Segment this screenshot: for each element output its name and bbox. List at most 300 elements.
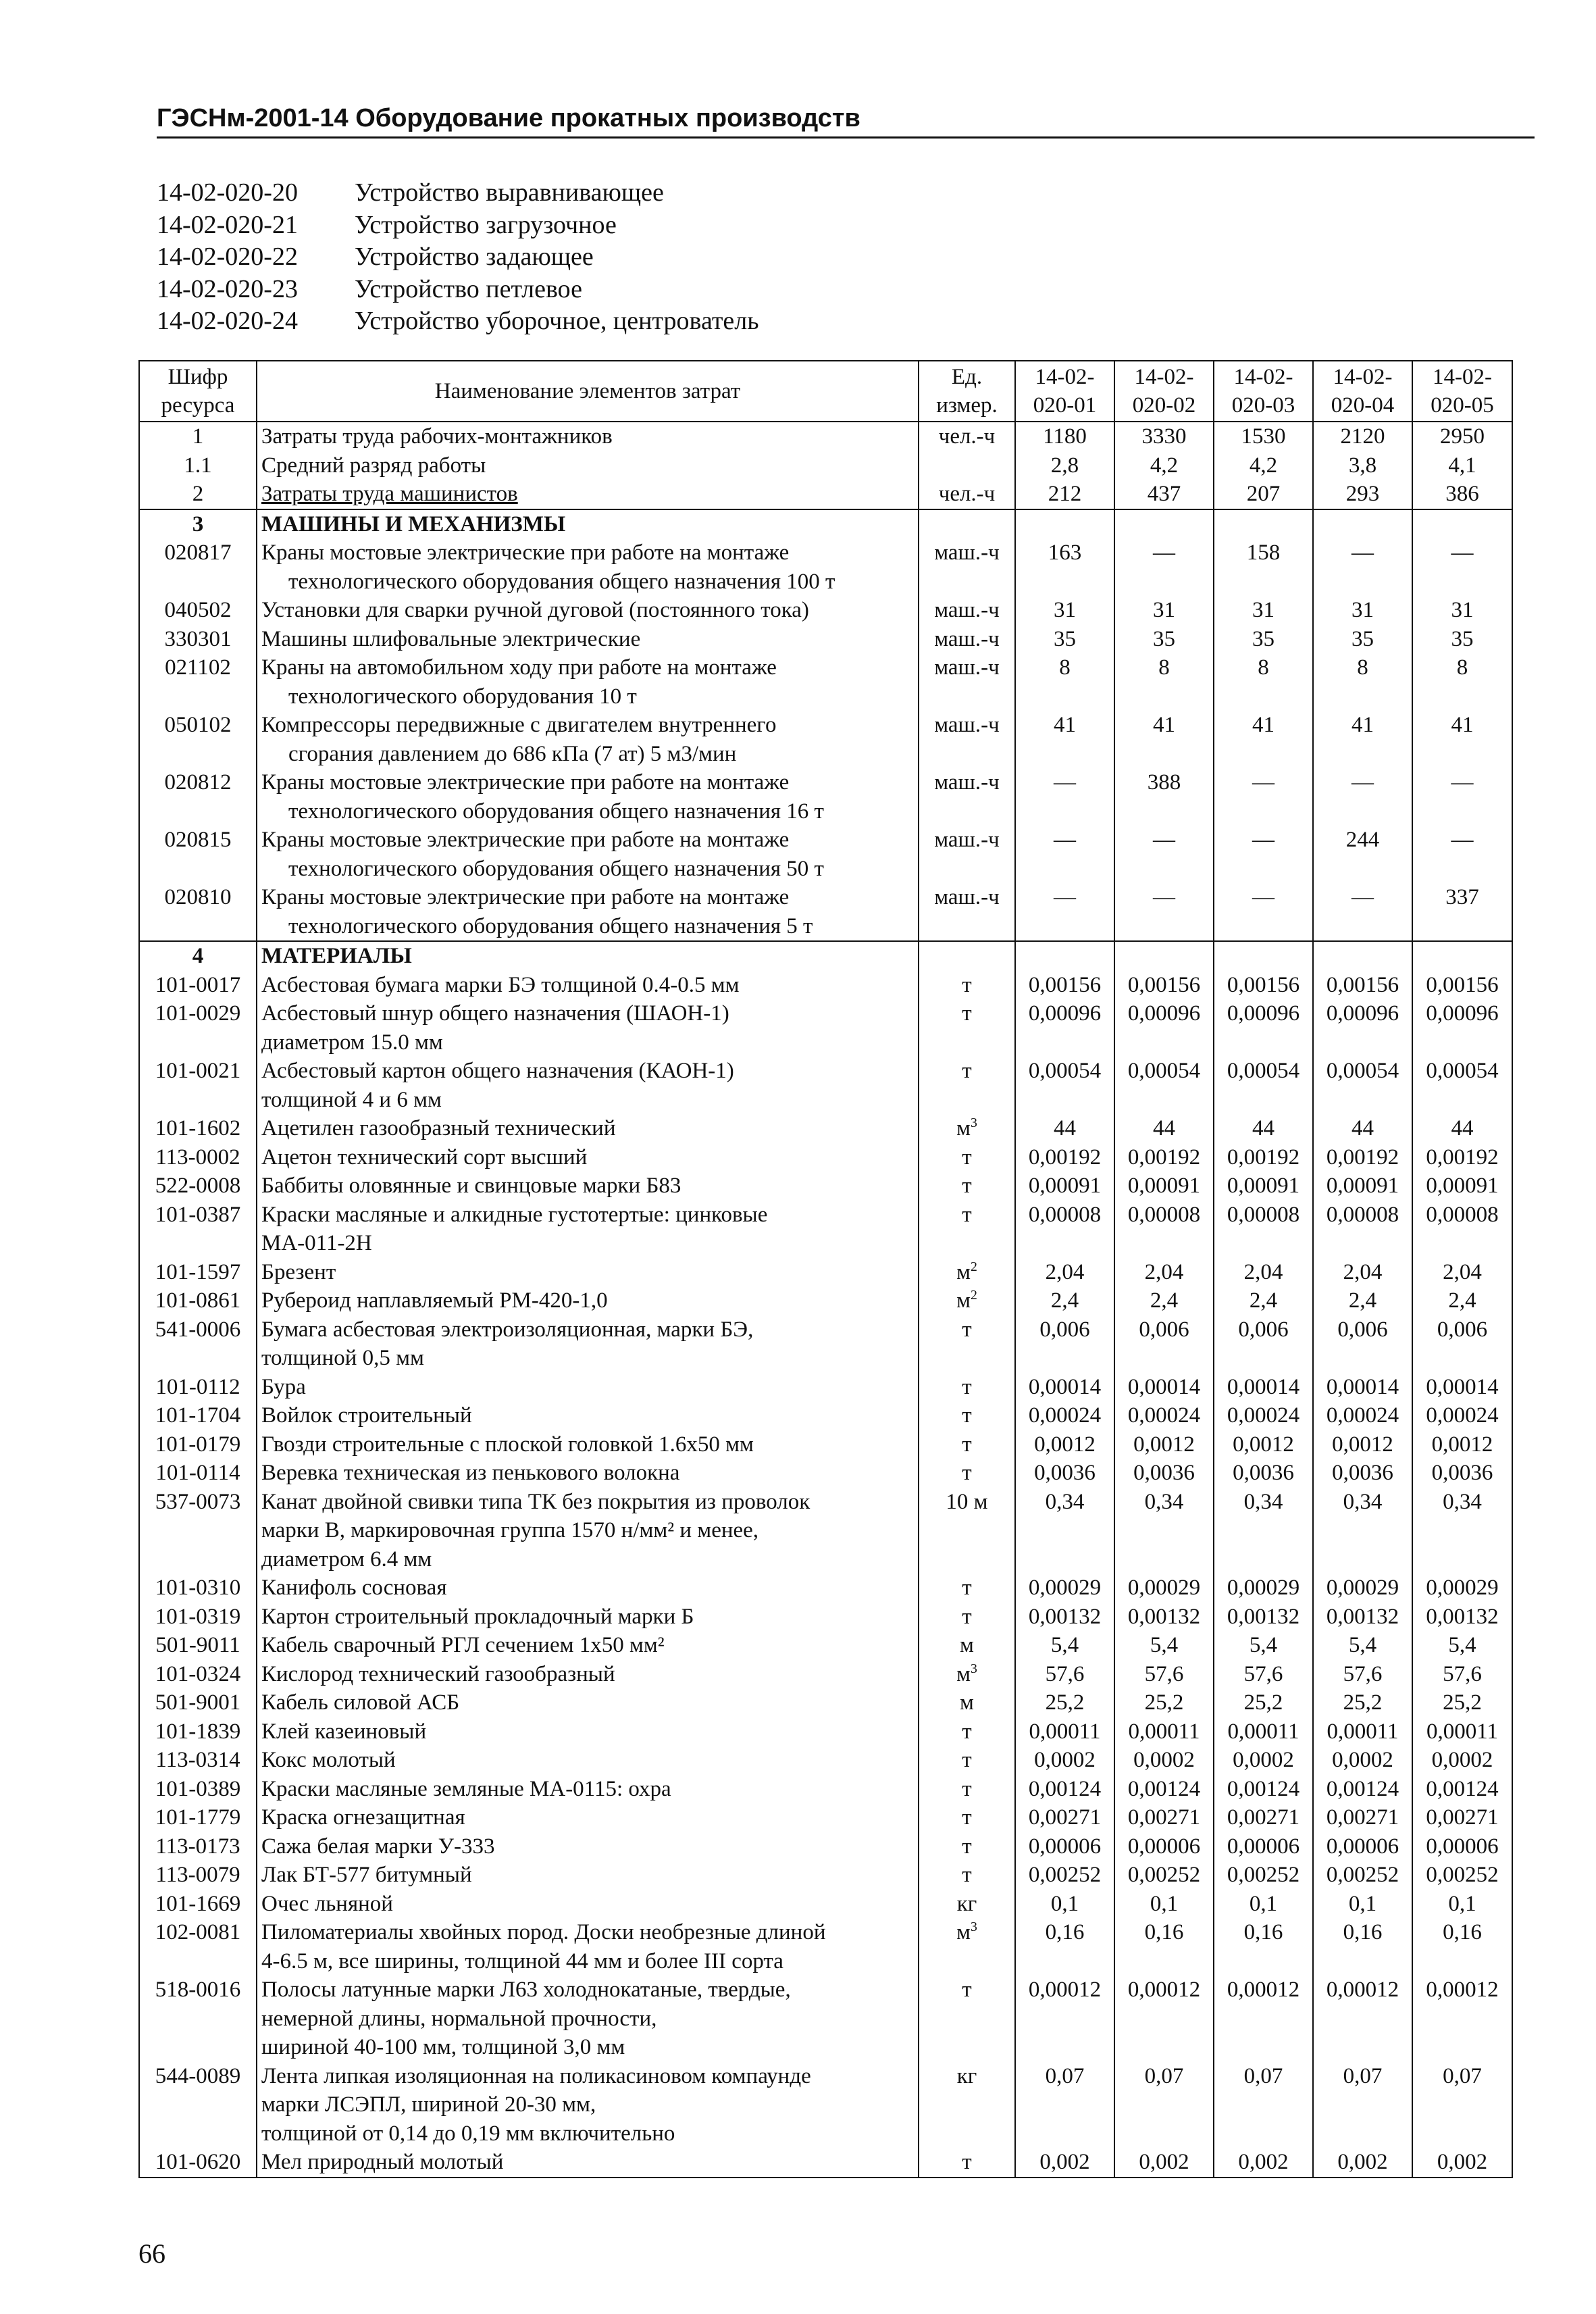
- cell-value: 0,00156: [1412, 971, 1512, 1000]
- cell-name: [257, 1775, 919, 1804]
- cell-value: 388: [1114, 768, 1214, 826]
- resource-name: Пиломатериалы хвойных пород. Доски необрезные длиной: [261, 1920, 826, 1944]
- table-row: [139, 711, 1512, 768]
- cell-value: 0,00096: [1412, 999, 1512, 1057]
- cell-value: [1313, 941, 1412, 971]
- cell-name: [257, 1574, 919, 1603]
- cell-value: 0,002: [1412, 2148, 1512, 2178]
- unit-text: т: [962, 1202, 972, 1227]
- cell-value: 0,34: [1015, 1488, 1114, 1574]
- header-col-4: 14-02- 020-04: [1313, 361, 1412, 422]
- cell-value: 0,002: [1015, 2148, 1114, 2178]
- cell-unit: [919, 509, 1015, 539]
- cell-value: 1530: [1214, 422, 1313, 451]
- cell-value: 0,00006: [1015, 1832, 1114, 1861]
- table-row: [139, 1631, 1512, 1660]
- cell-value: 57,6: [1412, 1660, 1512, 1689]
- cell-code: 501-9011: [139, 1631, 257, 1660]
- cell-code: 113-0314: [139, 1746, 257, 1775]
- table-row: [139, 1918, 1512, 1976]
- cell-value: 244: [1313, 826, 1412, 883]
- cell-name: [257, 1861, 919, 1890]
- cell-value: 0,34: [1412, 1488, 1512, 1574]
- unit-text: т: [962, 1576, 972, 1600]
- cell-value: 0,00091: [1114, 1172, 1214, 1201]
- unit-text: т: [962, 2150, 972, 2174]
- cell-unit: [919, 826, 1015, 883]
- cell-value: 0,1: [1313, 1890, 1412, 1919]
- unit-text: чел.-ч: [938, 424, 996, 449]
- cell-name: [257, 653, 919, 711]
- resource-name: Ацетон технический сорт высший: [261, 1145, 588, 1169]
- table-row: [139, 1488, 1512, 1574]
- resource-name: Краны на автомобильном ходу при работе на монтаже: [261, 655, 777, 680]
- cell-value: 0,00271: [1412, 1803, 1512, 1832]
- unit-text: т: [962, 1978, 972, 2002]
- resource-name: Веревка техническая из пенькового волокна: [261, 1461, 680, 1485]
- code-number: 14-02-020-23: [157, 274, 298, 303]
- unit-text: т: [962, 1317, 972, 1342]
- cell-value: 0,00029: [1412, 1574, 1512, 1603]
- cell-unit: [919, 883, 1015, 941]
- cell-value: 0,00091: [1214, 1172, 1313, 1201]
- cell-value: 0,0002: [1015, 1746, 1114, 1775]
- cell-value: 0,00011: [1412, 1717, 1512, 1746]
- cell-code: 102-0081: [139, 1918, 257, 1976]
- cell-code: 113-0002: [139, 1143, 257, 1172]
- table-row: [139, 1976, 1512, 2062]
- cell-value: 0,0036: [1015, 1459, 1114, 1488]
- table-row: [139, 2148, 1512, 2178]
- cell-value: 0,00014: [1015, 1373, 1114, 1402]
- table-row: [139, 625, 1512, 654]
- cell-value: 163: [1015, 538, 1114, 596]
- unit-text: т: [962, 1863, 972, 1887]
- cell-value: —: [1313, 538, 1412, 596]
- cell-unit: [919, 596, 1015, 625]
- cell-value: 0,00029: [1313, 1574, 1412, 1603]
- cell-unit: [919, 999, 1015, 1057]
- cell-unit: [919, 451, 1015, 480]
- header-col-2: 14-02- 020-02: [1114, 361, 1214, 422]
- cell-value: 2,4: [1313, 1286, 1412, 1315]
- cell-value: 0,00054: [1015, 1057, 1114, 1114]
- cell-value: 41: [1412, 711, 1512, 768]
- cell-unit: [919, 1258, 1015, 1287]
- cell-value: 0,00024: [1015, 1401, 1114, 1430]
- cell-unit: [919, 1861, 1015, 1890]
- cell-value: 0,00124: [1214, 1775, 1313, 1804]
- cell-name: [257, 1660, 919, 1689]
- cell-name: [257, 1603, 919, 1632]
- cell-value: 2,04: [1114, 1258, 1214, 1287]
- cell-code: 101-1704: [139, 1401, 257, 1430]
- cell-value: 2,04: [1214, 1258, 1313, 1287]
- code-number: 14-02-020-24: [157, 307, 298, 335]
- cell-value: 8: [1015, 653, 1114, 711]
- unit-text: чел.-ч: [938, 482, 996, 506]
- cell-value: 0,00192: [1412, 1143, 1512, 1172]
- cell-value: 35: [1114, 625, 1214, 654]
- header-code: Шифр ресурса: [139, 361, 257, 422]
- cell-value: 0,002: [1214, 2148, 1313, 2178]
- resource-name: Асбестовый шнур общего назначения (ШАОН-1): [261, 1001, 729, 1026]
- code-title: Устройство петлевое: [355, 274, 582, 303]
- cell-value: —: [1015, 826, 1114, 883]
- cell-value: [1015, 509, 1114, 539]
- cell-name: [257, 2148, 919, 2178]
- cell-value: 0,00008: [1313, 1201, 1412, 1258]
- table-row: [139, 1315, 1512, 1373]
- cell-value: 0,34: [1313, 1488, 1412, 1574]
- cell-value: 0,00132: [1412, 1603, 1512, 1632]
- unit-text: маш.-ч: [934, 626, 1000, 651]
- cell-name: [257, 1890, 919, 1919]
- cell-value: 0,16: [1015, 1918, 1114, 1976]
- cell-name: [257, 1803, 919, 1832]
- unit-text: т: [962, 1834, 972, 1859]
- page-number: 66: [138, 2238, 165, 2269]
- cell-unit: [919, 1976, 1015, 2062]
- unit-superscript: 3: [971, 1919, 977, 1934]
- table-row: [139, 1746, 1512, 1775]
- cell-value: 2950: [1412, 422, 1512, 451]
- unit-text: м: [956, 1116, 971, 1140]
- cell-value: 25,2: [1412, 1688, 1512, 1717]
- cell-value: 31: [1015, 596, 1114, 625]
- cell-value: 0,1: [1214, 1890, 1313, 1919]
- cell-code: 4: [139, 941, 257, 971]
- cell-value: 8: [1114, 653, 1214, 711]
- unit-text: т: [962, 1374, 972, 1399]
- cell-unit: [919, 1057, 1015, 1114]
- cell-value: 0,0012: [1015, 1430, 1114, 1459]
- unit-text: м: [960, 1633, 974, 1657]
- cell-name: [257, 1258, 919, 1287]
- cell-name: [257, 768, 919, 826]
- unit-text: т: [962, 1145, 972, 1169]
- cell-code: 101-1597: [139, 1258, 257, 1287]
- table-row: [139, 451, 1512, 480]
- cell-value: —: [1015, 883, 1114, 941]
- cell-value: 0,00096: [1114, 999, 1214, 1057]
- cell-value: 0,00008: [1015, 1201, 1114, 1258]
- header-unit: Ед. измер.: [919, 361, 1015, 422]
- code-number: 14-02-020-20: [157, 178, 298, 207]
- cell-code: 020815: [139, 826, 257, 883]
- cell-value: 0,002: [1313, 2148, 1412, 2178]
- cell-name: [257, 2062, 919, 2148]
- cell-name: [257, 1976, 919, 2062]
- cell-value: 35: [1313, 625, 1412, 654]
- cell-value: 0,00008: [1114, 1201, 1214, 1258]
- cell-value: 35: [1412, 625, 1512, 654]
- code-title: Устройство задающее: [355, 243, 594, 271]
- cell-value: 0,00271: [1015, 1803, 1114, 1832]
- cell-value: 0,00014: [1412, 1373, 1512, 1402]
- cell-value: —: [1313, 768, 1412, 826]
- cell-value: 0,00132: [1313, 1603, 1412, 1632]
- resource-name: Краски масляные и алкидные густотертые: цинковые: [261, 1202, 768, 1227]
- unit-text: маш.-ч: [934, 713, 1000, 737]
- table-row: [139, 1688, 1512, 1717]
- resource-name-line: МА-011-2Н: [261, 1231, 372, 1255]
- cell-value: 0,0002: [1214, 1746, 1313, 1775]
- cell-unit: [919, 941, 1015, 971]
- cell-value: 0,00192: [1214, 1143, 1313, 1172]
- resource-name: Кабель сварочный РГЛ сечением 1х50 мм²: [261, 1633, 665, 1657]
- resource-name: Краны мостовые электрические при работе на монтаже: [261, 828, 790, 852]
- cell-value: —: [1412, 768, 1512, 826]
- cell-unit: [919, 711, 1015, 768]
- cell-value: 0,0036: [1313, 1459, 1412, 1488]
- cell-code: 101-1839: [139, 1717, 257, 1746]
- cell-value: 0,00124: [1114, 1775, 1214, 1804]
- resource-name: Компрессоры передвижные с двигателем внутреннего: [261, 713, 777, 737]
- code-line: [157, 177, 759, 209]
- cell-value: 31: [1214, 596, 1313, 625]
- unit-text: т: [962, 1001, 972, 1026]
- cell-value: 337: [1412, 883, 1512, 941]
- cell-value: [1313, 509, 1412, 539]
- unit-text: т: [962, 1174, 972, 1198]
- cell-value: 0,00271: [1114, 1803, 1214, 1832]
- unit-text: маш.-ч: [934, 828, 1000, 852]
- unit-text: маш.-ч: [934, 540, 1000, 565]
- cell-value: 0,0036: [1412, 1459, 1512, 1488]
- resource-name-line: немерной длины, нормальной прочности,: [261, 2006, 657, 2031]
- cell-value: 0,16: [1114, 1918, 1214, 1976]
- code-line: [157, 274, 759, 306]
- cell-value: 31: [1114, 596, 1214, 625]
- cell-name: [257, 422, 919, 451]
- table-row: [139, 2062, 1512, 2148]
- resource-name: Полосы латунные марки Л63 холоднокатаные, твердые,: [261, 1978, 791, 2002]
- cell-unit: [919, 1286, 1015, 1315]
- cell-value: 0,00156: [1313, 971, 1412, 1000]
- cell-value: 0,00124: [1412, 1775, 1512, 1804]
- unit-text: м: [960, 1690, 974, 1715]
- cell-code: 101-0324: [139, 1660, 257, 1689]
- cell-unit: [919, 625, 1015, 654]
- cell-value: [1114, 509, 1214, 539]
- cell-value: 0,00012: [1214, 1976, 1313, 2062]
- cell-unit: [919, 1373, 1015, 1402]
- cell-unit: [919, 1918, 1015, 1976]
- cell-unit: [919, 1172, 1015, 1201]
- cell-name: [257, 1717, 919, 1746]
- cell-value: 0,00132: [1114, 1603, 1214, 1632]
- unit-text: т: [962, 1403, 972, 1428]
- cell-value: —: [1214, 883, 1313, 941]
- resource-name: Затраты труда машинистов: [261, 482, 518, 506]
- cell-value: —: [1313, 883, 1412, 941]
- cell-value: 0,00012: [1412, 1976, 1512, 2062]
- cell-value: 0,00054: [1412, 1057, 1512, 1114]
- resource-name: Средний разряд работы: [261, 453, 486, 478]
- cell-value: 0,00054: [1313, 1057, 1412, 1114]
- resource-name-line: шириной 40-100 мм, толщиной 3,0 мм: [261, 2035, 625, 2059]
- cell-name: [257, 1373, 919, 1402]
- cell-value: 0,1: [1015, 1890, 1114, 1919]
- cell-name: [257, 1746, 919, 1775]
- unit-text: кг: [956, 2063, 977, 2088]
- code-list: [157, 177, 759, 338]
- table-row: [139, 999, 1512, 1057]
- table-row: [139, 480, 1512, 509]
- table-row: [139, 1890, 1512, 1919]
- cell-value: 0,00252: [1214, 1861, 1313, 1890]
- table-row: [139, 1286, 1512, 1315]
- cell-code: 101-0179: [139, 1430, 257, 1459]
- cell-value: 57,6: [1214, 1660, 1313, 1689]
- cell-value: 0,00029: [1214, 1574, 1313, 1603]
- cell-value: 0,0012: [1214, 1430, 1313, 1459]
- cell-unit: [919, 1775, 1015, 1804]
- resource-name-continuation: технологического оборудования общего назначения 16 т: [288, 799, 824, 824]
- cell-value: 5,4: [1114, 1631, 1214, 1660]
- unit-text: т: [962, 1432, 972, 1457]
- cell-value: 293: [1313, 480, 1412, 509]
- cell-value: 57,6: [1313, 1660, 1412, 1689]
- cell-value: —: [1114, 883, 1214, 941]
- cell-name: [257, 625, 919, 654]
- cell-value: 0,16: [1214, 1918, 1313, 1976]
- unit-text: 10 м: [946, 1489, 988, 1514]
- table-row: [139, 1660, 1512, 1689]
- unit-superscript: 2: [971, 1288, 977, 1303]
- cell-name: [257, 596, 919, 625]
- cell-value: 0,002: [1114, 2148, 1214, 2178]
- resource-name: Кислород технический газообразный: [261, 1661, 615, 1686]
- cell-value: 0,00006: [1313, 1832, 1412, 1861]
- unit-text: т: [962, 1719, 972, 1744]
- cell-value: 207: [1214, 480, 1313, 509]
- cell-value: 0,00124: [1313, 1775, 1412, 1804]
- cell-name: [257, 451, 919, 480]
- table-row: [139, 768, 1512, 826]
- cell-value: 2,04: [1313, 1258, 1412, 1287]
- cell-code: 101-0310: [139, 1574, 257, 1603]
- cell-value: 44: [1214, 1114, 1313, 1143]
- cell-code: 101-1602: [139, 1114, 257, 1143]
- cell-value: 0,00006: [1214, 1832, 1313, 1861]
- cell-value: [1114, 941, 1214, 971]
- cell-value: 0,00014: [1214, 1373, 1313, 1402]
- cell-value: 35: [1015, 625, 1114, 654]
- cell-unit: [919, 1890, 1015, 1919]
- cell-value: 0,00024: [1313, 1401, 1412, 1430]
- cell-value: 0,00132: [1015, 1603, 1114, 1632]
- code-title: Устройство загрузочное: [355, 210, 617, 239]
- cell-value: 25,2: [1015, 1688, 1114, 1717]
- cell-value: 2,04: [1412, 1258, 1512, 1287]
- cell-code: 3: [139, 509, 257, 539]
- cell-value: 2,8: [1015, 451, 1114, 480]
- cell-value: 0,00054: [1214, 1057, 1313, 1114]
- resource-name: Ацетилен газообразный технический: [261, 1116, 616, 1140]
- cell-unit: [919, 1401, 1015, 1430]
- unit-text: м: [956, 1920, 971, 1944]
- cell-unit: [919, 2148, 1015, 2178]
- code-number: 14-02-020-21: [157, 210, 298, 239]
- cell-code: 101-0114: [139, 1459, 257, 1488]
- table-row: [139, 1143, 1512, 1172]
- cell-value: 0,16: [1412, 1918, 1512, 1976]
- cell-code: 544-0089: [139, 2062, 257, 2148]
- resource-name: Краски масляные земляные МА-0115: охра: [261, 1776, 671, 1801]
- table-row: [139, 1114, 1512, 1143]
- cell-name: [257, 1286, 919, 1315]
- resource-name: Установки для сварки ручной дуговой (постоянного тока): [261, 598, 809, 622]
- cell-value: 0,00024: [1412, 1401, 1512, 1430]
- cell-value: 0,00091: [1015, 1172, 1114, 1201]
- code-number: 14-02-020-22: [157, 243, 298, 271]
- unit-text: маш.-ч: [934, 655, 1000, 680]
- cell-value: —: [1214, 826, 1313, 883]
- table-row: [139, 538, 1512, 596]
- cell-value: 0,00011: [1015, 1717, 1114, 1746]
- table-row: [139, 1373, 1512, 1402]
- table-row: [139, 1430, 1512, 1459]
- cell-value: —: [1015, 768, 1114, 826]
- unit-text: м: [956, 1661, 971, 1686]
- cell-unit: [919, 1430, 1015, 1459]
- resource-name: Гвозди строительные с плоской головкой 1.6х50 мм: [261, 1432, 754, 1457]
- cell-code: 101-0017: [139, 971, 257, 1000]
- table-row: [139, 1832, 1512, 1861]
- resource-name: Краска огнезащитная: [261, 1805, 465, 1830]
- code-line: [157, 209, 759, 242]
- table-row: [139, 1201, 1512, 1258]
- cell-unit: [919, 1459, 1015, 1488]
- cell-value: 57,6: [1114, 1660, 1214, 1689]
- resource-name-continuation: технологического оборудования общего назначения 100 т: [288, 569, 835, 594]
- cell-value: 0,00271: [1313, 1803, 1412, 1832]
- code-line: [157, 305, 759, 338]
- cell-name: [257, 509, 919, 539]
- unit-text: т: [962, 1604, 972, 1629]
- cell-value: 0,00011: [1313, 1717, 1412, 1746]
- unit-superscript: 3: [971, 1115, 977, 1130]
- cell-value: 0,00192: [1114, 1143, 1214, 1172]
- cell-value: 0,00156: [1214, 971, 1313, 1000]
- resource-name: Машины шлифовальные электрические: [261, 626, 641, 651]
- cell-value: 2,4: [1412, 1286, 1512, 1315]
- cell-value: 0,006: [1412, 1315, 1512, 1373]
- cell-code: 101-1669: [139, 1890, 257, 1919]
- cell-value: [1015, 941, 1114, 971]
- cell-value: 31: [1412, 596, 1512, 625]
- cell-unit: [919, 1143, 1015, 1172]
- cell-name: [257, 538, 919, 596]
- cell-unit: [919, 422, 1015, 451]
- cell-unit: [919, 480, 1015, 509]
- cell-value: 0,0002: [1313, 1746, 1412, 1775]
- cell-value: 0,00012: [1313, 1976, 1412, 2062]
- cell-value: 0,00252: [1015, 1861, 1114, 1890]
- cell-value: [1412, 509, 1512, 539]
- cell-value: 0,00091: [1412, 1172, 1512, 1201]
- cell-name: [257, 1401, 919, 1430]
- cell-value: 0,07: [1412, 2062, 1512, 2148]
- resource-name: Мел природный молотый: [261, 2150, 504, 2174]
- running-header: ГЭСНм-2001-14 Оборудование прокатных производств: [157, 101, 1535, 139]
- cell-value: 212: [1015, 480, 1114, 509]
- cell-unit: [919, 768, 1015, 826]
- cell-value: 0,00024: [1214, 1401, 1313, 1430]
- resource-name: МАТЕРИАЛЫ: [261, 944, 412, 968]
